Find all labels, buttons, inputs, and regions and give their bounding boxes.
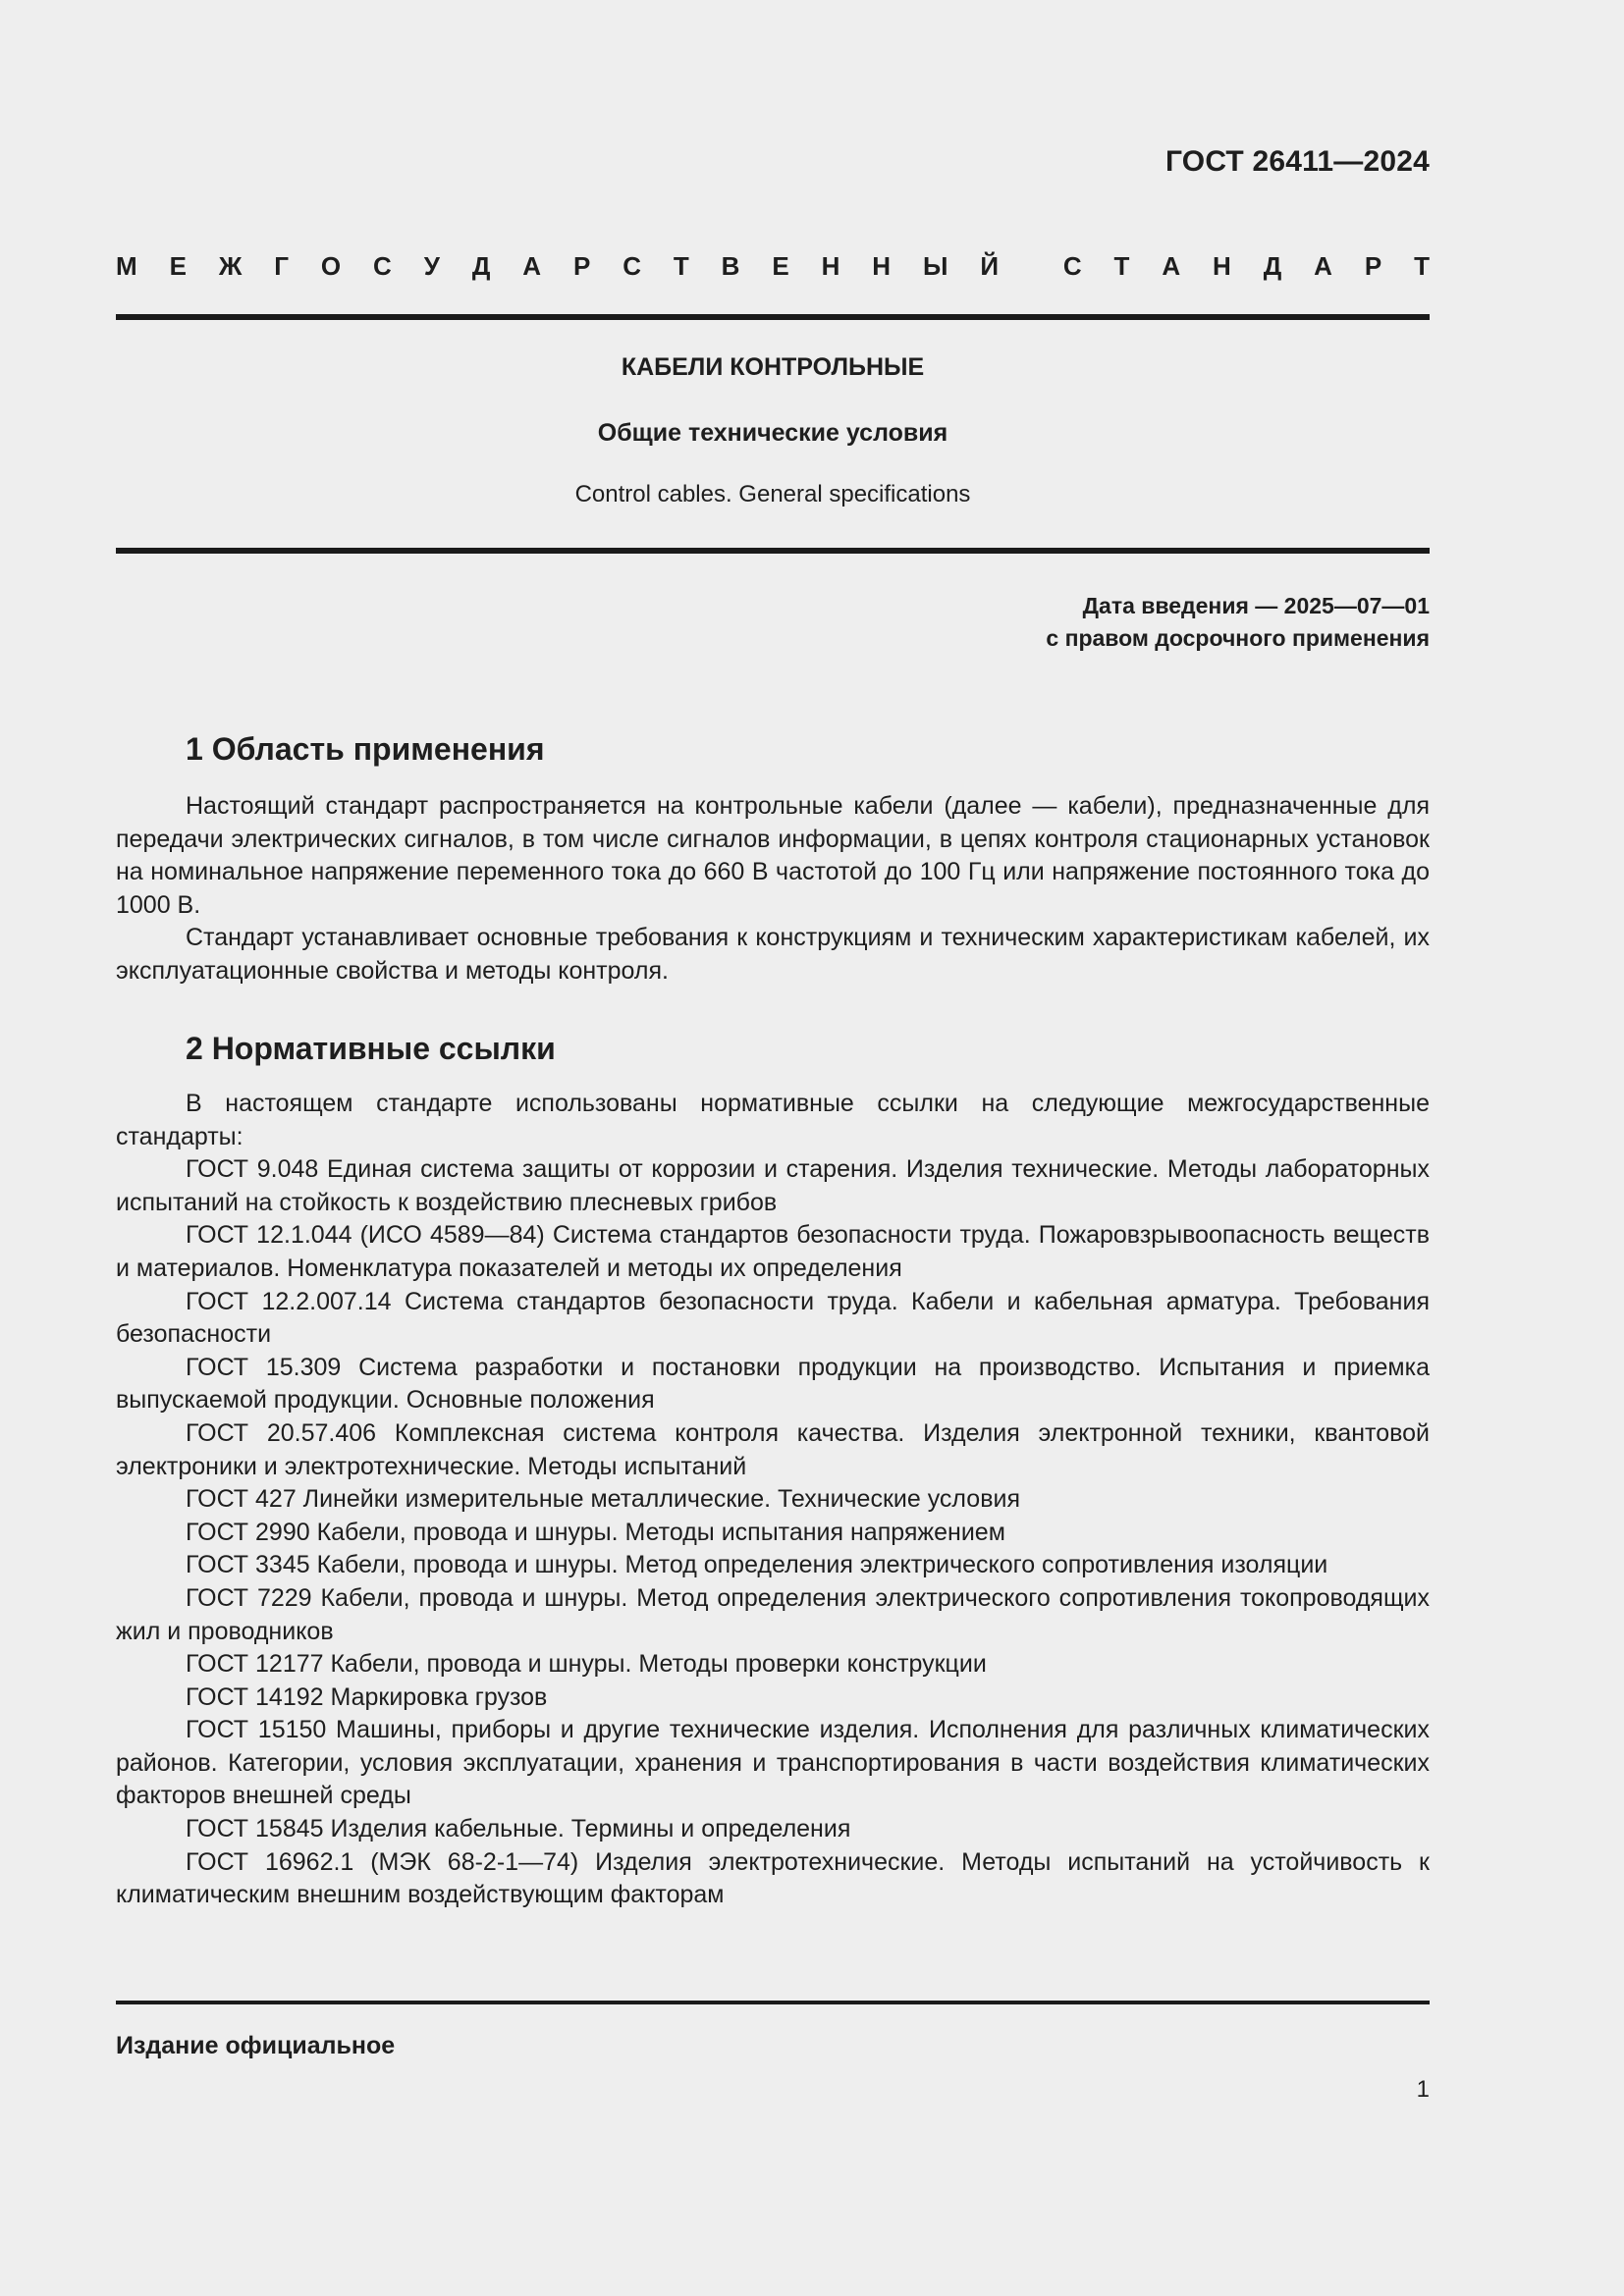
- banner-letter: А: [1314, 251, 1332, 281]
- banner-letter: Т: [1113, 251, 1130, 281]
- banner-letter: Т: [1414, 251, 1430, 281]
- reference-item: ГОСТ 427 Линейки измерительные металлические. Технические условия: [186, 1485, 1020, 1514]
- banner-letter: Т: [673, 251, 689, 281]
- banner-letter: Е: [772, 251, 789, 281]
- reference-item: ГОСТ 16962.1 (МЭК 68-2-1—74) Изделия электротехнические. Методы испытаний на устойчивость к климатическим внешним воздействующим факторам: [116, 1847, 1430, 1909]
- banner-letter: Ж: [218, 251, 243, 281]
- banner-letter: С: [373, 251, 392, 281]
- paragraph: Стандарт устанавливает основные требования к конструкциям и техническим характеристикам кабелей, их эксплуатационные свойства и методы контроля.: [116, 924, 1430, 985]
- banner-letter: А: [1162, 251, 1181, 281]
- document-subtitle: Общие технические условия: [597, 419, 948, 447]
- banner-letter: С: [623, 251, 641, 281]
- page-number: 1: [1416, 2076, 1430, 2103]
- reference-item: ГОСТ 15.309 Система разработки и постановки продукции на производство. Испытания и приемка выпускаемой продукции. Основные положения: [116, 1353, 1430, 1415]
- banner-letter: Н: [872, 251, 892, 281]
- reference-item: ГОСТ 12177 Кабели, провода и шнуры. Методы проверки конструкции: [186, 1650, 987, 1679]
- reference-item: ГОСТ 3345 Кабели, провода и шнуры. Метод определения электрического сопротивления изоляции: [186, 1551, 1328, 1579]
- official-edition-label: Издание официальное: [116, 2032, 396, 2059]
- early-application-note: с правом досрочного применения: [1046, 625, 1430, 651]
- footer-divider: [116, 2001, 1430, 2004]
- title-divider: [116, 548, 1430, 554]
- reference-item: ГОСТ 20.57.406 Комплексная система контроля качества. Изделия электронной техники, квантовой электроники и электротехнические. Методы испытаний: [116, 1418, 1430, 1480]
- banner-letter: А: [522, 251, 542, 281]
- banner-letter: Р: [572, 251, 591, 281]
- banner-letter: Е: [169, 251, 187, 281]
- banner-letter: В: [721, 251, 740, 281]
- reference-item: ГОСТ 9.048 Единая система защиты от коррозии и старения. Изделия технические. Методы лабораторных испытаний на стойкость к воздействию плесневых грибов: [116, 1155, 1430, 1216]
- reference-item: ГОСТ 15845 Изделия кабельные. Термины и определения: [186, 1815, 851, 1843]
- document-number: ГОСТ 26411—2024: [1164, 145, 1430, 178]
- banner-letter: Н: [821, 251, 840, 281]
- section-2-heading: 2 Нормативные ссылки: [186, 1031, 556, 1066]
- interstate-standard-banner: [116, 251, 1430, 282]
- paragraph: В настоящем стандарте использованы нормативные ссылки на следующие межгосударственные стандарты:: [116, 1090, 1430, 1150]
- banner-letter: Й: [980, 251, 1000, 281]
- banner-letter: Г: [274, 251, 289, 281]
- banner-letter: Д: [1263, 251, 1282, 281]
- banner-letter: С: [1062, 251, 1082, 281]
- section-1-body: [116, 790, 1430, 988]
- banner-letter: Р: [1364, 251, 1382, 281]
- section-1-heading: 1 Область применения: [186, 731, 545, 767]
- reference-item: ГОСТ 2990 Кабели, провода и шнуры. Методы испытания напряжением: [186, 1518, 1005, 1546]
- banner-letter: Д: [471, 251, 491, 281]
- reference-item: ГОСТ 15150 Машины, приборы и другие технические изделия. Исполнения для различных климатических районов. Категории, условия эксплуатации, хранения и транспортирования в части воздействия климатических факторов внешней среды: [116, 1716, 1430, 1810]
- reference-item: ГОСТ 12.2.007.14 Система стандартов безопасности труда. Кабели и кабельная арматура. Требования безопасности: [116, 1287, 1430, 1349]
- banner-letter: М: [116, 251, 137, 281]
- reference-item: ГОСТ 12.1.044 (ИСО 4589—84) Система стандартов безопасности труда. Пожаровзрывоопасность веществ и материалов. Номенклатура показателей и методы их определения: [116, 1221, 1430, 1282]
- banner-letter: О: [320, 251, 342, 281]
- banner-letter: У: [423, 251, 440, 281]
- document-title: КАБЕЛИ КОНТРОЛЬНЫЕ: [621, 353, 925, 381]
- document-english-title: Control cables. General specifications: [574, 481, 971, 507]
- banner-letter: Ы: [922, 251, 948, 281]
- introduction-date: Дата введения — 2025—07—01: [1082, 593, 1430, 618]
- section-2-body: [116, 1088, 1430, 1912]
- paragraph: Настоящий стандарт распространяется на контрольные кабели (далее — кабели), предназначенные для передачи электрических сигналов, в том числе сигналов информации, в цепях контроля стационарных установок на номинальное напряжение переменного тока до 660 В частотой до 100 Гц или напряжение постоянного тока до 1000 В.: [116, 792, 1430, 919]
- header-divider: [116, 314, 1430, 320]
- reference-item: ГОСТ 7229 Кабели, провода и шнуры. Метод определения электрического сопротивления токопроводящих жил и проводников: [116, 1583, 1430, 1645]
- introduction-date-block: [1046, 590, 1430, 655]
- reference-item: ГОСТ 14192 Маркировка грузов: [186, 1682, 548, 1711]
- banner-letter: Н: [1213, 251, 1231, 281]
